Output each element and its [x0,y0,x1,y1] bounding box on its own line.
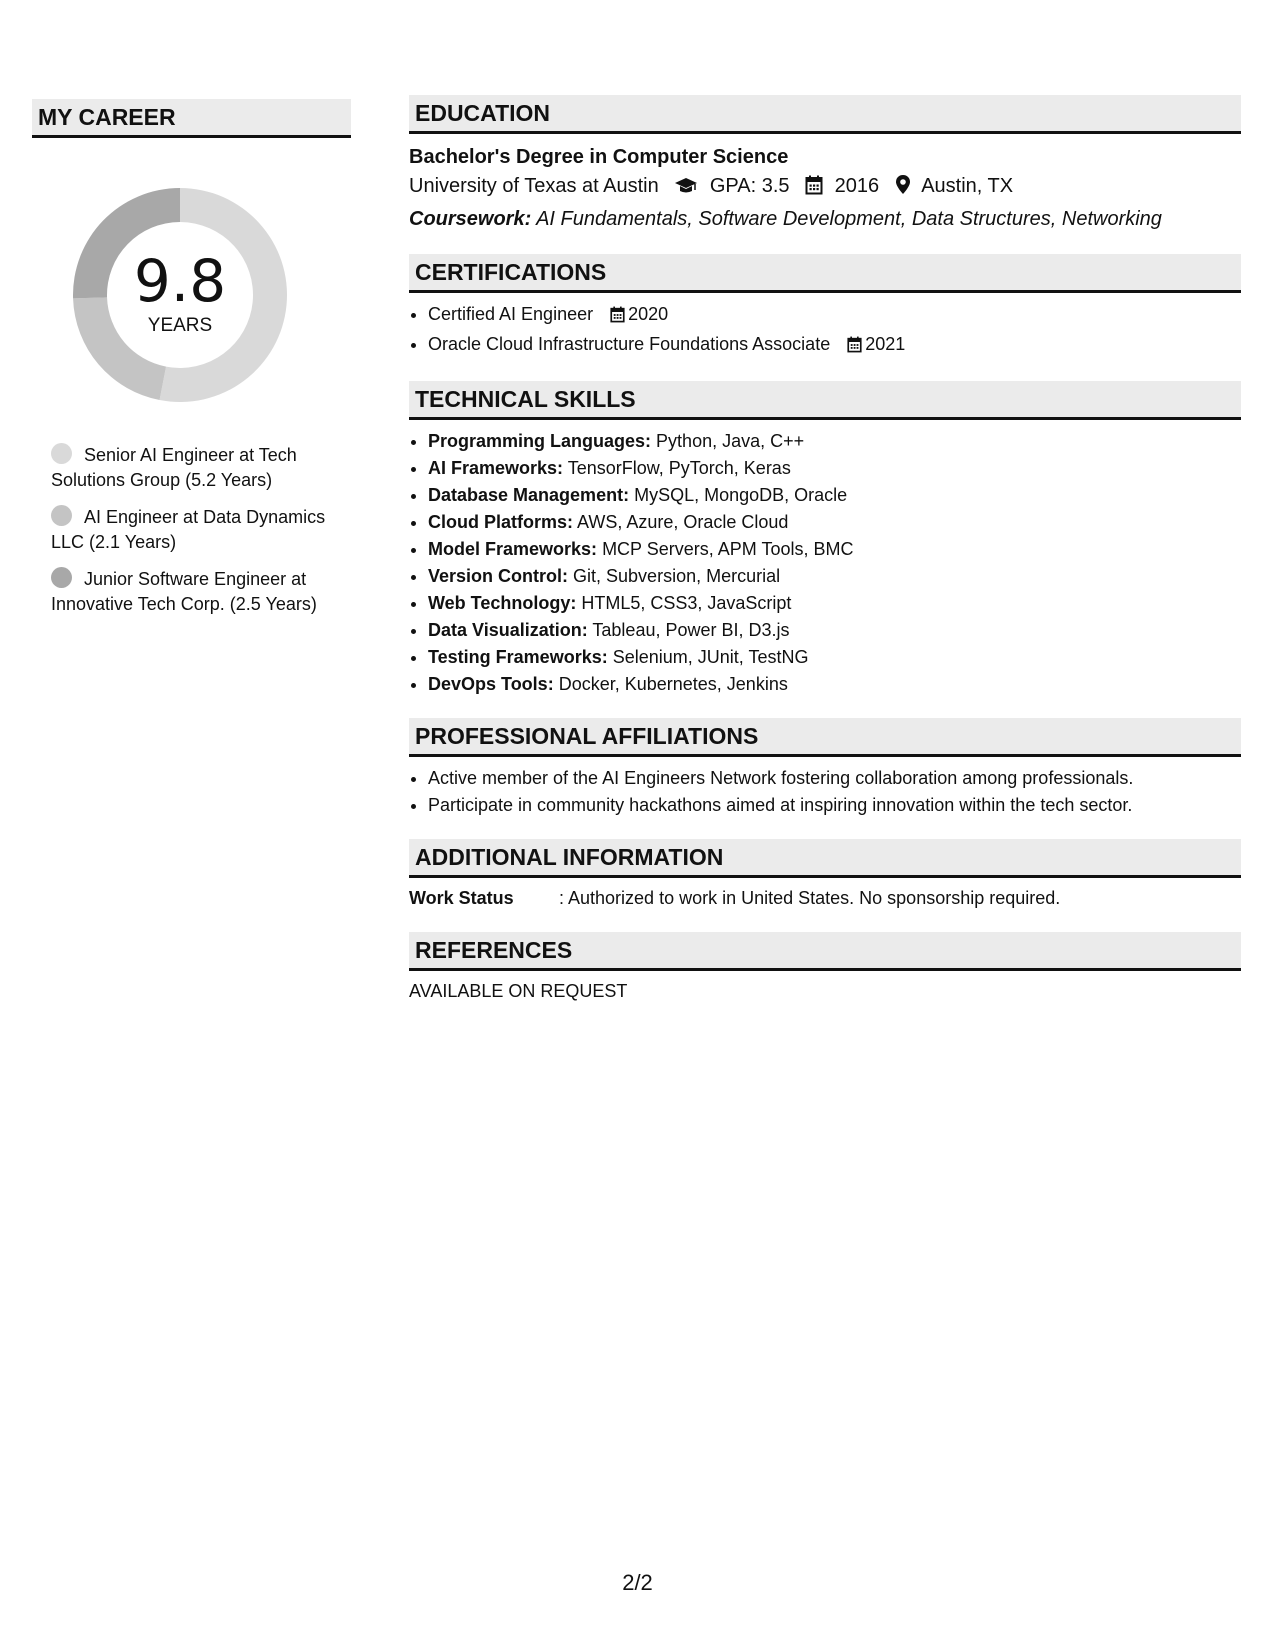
affiliation-item: • Participate in community hackathons aimed at inspiring innovation within the tech sector. [428,792,1241,819]
skill-label: Testing Frameworks: [428,647,608,667]
affiliation-item: • Active member of the AI Engineers Network fostering collaboration among professionals. [428,765,1241,792]
skill-item [428,482,1241,509]
affiliations-list [409,765,1241,819]
map-pin-icon [895,174,911,204]
skill-value: Tableau, Power BI, D3.js [592,620,790,640]
skill-value: MySQL, MongoDB, Oracle [634,485,848,505]
certification-name: Certified AI Engineer [428,304,594,324]
certifications-list [409,301,1241,361]
school-location: Austin, TX [921,175,1014,197]
skill-item [428,617,1241,644]
legend-label: AI Engineer at Data Dynamics LLC (2.1 Years) [51,507,326,552]
skill-value: AWS, Azure, Oracle Cloud [577,512,789,532]
legend-dot-icon [51,443,72,464]
skill-label: Model Frameworks: [428,539,598,559]
legend-dot-icon [51,505,72,526]
skill-label: Programming Languages: [428,431,652,451]
additional-info-section [409,839,1241,912]
skill-item [428,428,1241,455]
skill-label: Database Management: [428,485,630,505]
affiliations-heading: PROFESSIONAL AFFILIATIONS [409,718,1241,757]
gpa-text: GPA: 3.5 [709,175,790,197]
main-column [409,95,1241,1025]
education-heading: EDUCATION [409,95,1241,134]
certification-item [428,301,1241,331]
career-legend [51,443,351,617]
career-column [32,99,351,629]
skill-value: HTML5, CSS3, JavaScript [581,593,792,613]
education-details [409,171,1241,204]
total-years-unit: YEARS [147,315,213,336]
skill-label: Cloud Platforms: [428,512,574,532]
skill-item [428,536,1241,563]
total-years-value: 9.8 [133,247,227,315]
skill-label: AI Frameworks: [428,458,564,478]
skill-value: Docker, Kubernetes, Jenkins [558,674,788,694]
school-name: University of Texas at Austin [409,175,659,197]
certification-item [428,331,1241,361]
career-heading: MY CAREER [32,99,351,138]
work-status-row [409,884,1241,912]
skill-label: Data Visualization: [428,620,588,640]
legend-item [51,443,351,493]
coursework-list: AI Fundamentals, Software Development, Data Structures, Networking [536,208,1162,230]
education-section [409,95,1241,234]
skills-heading: TECHNICAL SKILLS [409,381,1241,420]
degree-title: Bachelor's Degree in Computer Science [409,146,789,168]
legend-dot-icon [51,567,72,588]
calendar-icon [610,304,625,331]
certification-year: 2021 [865,334,906,354]
work-status-value: : Authorized to work in United States. No sponsorship required. [559,888,1061,908]
legend-label: Junior Software Engineer at Innovative Tech Corp. (2.5 Years) [51,569,317,614]
calendar-icon [847,334,862,361]
calendar-icon [805,174,823,204]
skill-label: Web Technology: [428,593,577,613]
skill-item [428,455,1241,482]
skill-value: TensorFlow, PyTorch, Keras [567,458,791,478]
legend-label: Senior AI Engineer at Tech Solutions Group (5.2 Years) [51,445,297,490]
career-donut-chart [65,180,295,410]
certification-name: Oracle Cloud Infrastructure Foundations Associate [428,334,831,354]
skill-value: Git, Subversion, Mercurial [573,566,781,586]
legend-item [51,567,351,617]
skill-label: Version Control: [428,566,569,586]
skill-value: MCP Servers, APM Tools, BMC [602,539,854,559]
coursework [409,204,1241,234]
references-text: AVAILABLE ON REQUEST [409,981,628,1001]
skills-list [409,428,1241,698]
coursework-label: Coursework: [409,208,532,230]
certifications-heading: CERTIFICATIONS [409,254,1241,293]
affiliations-section [409,718,1241,819]
graduation-year: 2016 [834,175,880,197]
certification-year: 2020 [628,304,669,324]
legend-item [51,505,351,555]
skill-item [428,644,1241,671]
references-section [409,932,1241,1005]
skills-section [409,381,1241,698]
work-status-label: Work Status [409,888,514,908]
skill-item [428,509,1241,536]
skill-value: Python, Java, C++ [656,431,805,451]
certifications-section [409,254,1241,361]
skill-value: Selenium, JUnit, TestNG [612,647,809,667]
skill-item [428,671,1241,698]
skill-label: DevOps Tools: [428,674,554,694]
skill-item [428,563,1241,590]
additional-info-heading: ADDITIONAL INFORMATION [409,839,1241,878]
references-heading: REFERENCES [409,932,1241,971]
skill-item [428,590,1241,617]
graduation-cap-icon [674,174,698,204]
page-number: 2/2 [622,1570,653,1595]
